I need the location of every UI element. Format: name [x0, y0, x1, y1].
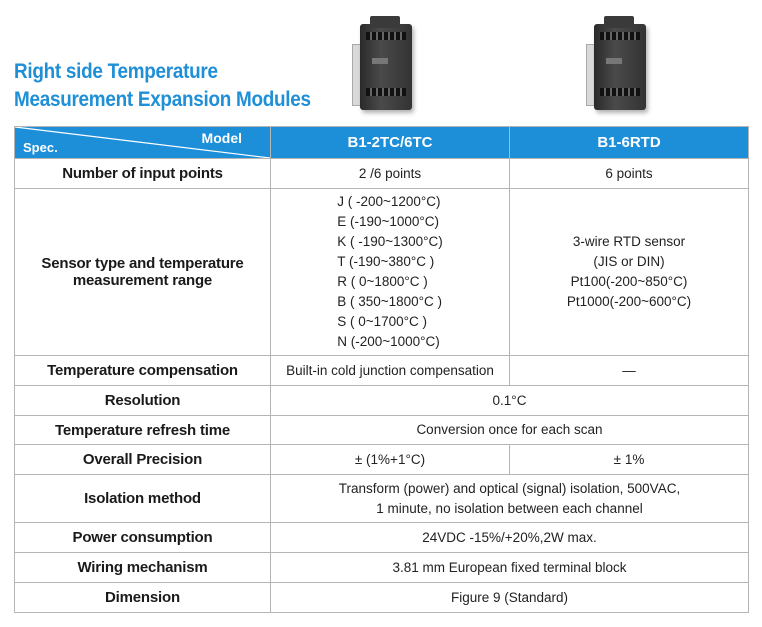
tc-range: N (-200~1000°C): [337, 334, 440, 349]
table-row: [15, 583, 749, 613]
module-image-rtd: [586, 14, 656, 114]
title-line-2: Measurement Expansion Modules: [14, 88, 311, 111]
row-label: Wiring mechanism: [15, 553, 271, 583]
rtd-line: 3-wire RTD sensor: [572, 234, 686, 249]
rtd-line: Pt100(-200~850°C): [570, 274, 688, 289]
cell-value: [271, 475, 749, 523]
model-label: Model: [201, 130, 242, 146]
row-label: Overall Precision: [15, 445, 271, 475]
row-label-line: Sensor type and temperature: [41, 255, 244, 272]
cell-value: Built-in cold junction compensation: [271, 356, 510, 386]
row-label: Temperature refresh time: [15, 416, 271, 445]
module-image-tc: [352, 14, 422, 114]
row-label: Number of input points: [15, 159, 271, 189]
tc-range: K ( -190~1300°C): [337, 234, 443, 249]
spec-label: Spec.: [23, 140, 58, 155]
cell-value: ± 1%: [510, 445, 749, 475]
tc-range: T (-190~380°C ): [337, 254, 435, 269]
table-row: [15, 523, 749, 553]
page-title: [14, 58, 311, 114]
cell-value: 3.81 mm European fixed terminal block: [271, 553, 749, 583]
rtd-line: Pt1000(-200~600°C): [566, 294, 692, 309]
cell-value: Figure 9 (Standard): [271, 583, 749, 613]
row-label: [15, 189, 271, 356]
tc-range: R ( 0~1800°C ): [337, 274, 428, 289]
table-row: [15, 189, 749, 356]
header-row: [15, 127, 749, 159]
cell-value: 0.1°C: [271, 386, 749, 416]
table-row: [15, 445, 749, 475]
thermocouple-ranges: [271, 189, 510, 356]
cell-value: 24VDC -15%/+20%,2W max.: [271, 523, 749, 553]
spec-table: [14, 126, 749, 613]
rtd-ranges: [510, 189, 749, 356]
table-row: [15, 553, 749, 583]
row-label: Dimension: [15, 583, 271, 613]
row-label: Resolution: [15, 386, 271, 416]
tc-range: S ( 0~1700°C ): [337, 314, 428, 329]
row-label: Power consumption: [15, 523, 271, 553]
table-row: [15, 475, 749, 523]
cell-value: —: [510, 356, 749, 386]
rtd-line: (JIS or DIN): [593, 254, 665, 269]
column-header-tc: B1-2TC/6TC: [271, 127, 510, 159]
spec-model-header: [15, 127, 271, 159]
tc-range: B ( 350~1800°C ): [337, 294, 443, 309]
cell-value: Conversion once for each scan: [271, 416, 749, 445]
tc-range: J ( -200~1200°C): [337, 194, 441, 209]
tc-range: E (-190~1000°C): [337, 214, 440, 229]
isolation-line: Transform (power) and optical (signal) isolation, 500VAC,: [338, 480, 681, 496]
title-line-1: Right side Temperature: [14, 60, 218, 83]
table-row: [15, 159, 749, 189]
row-label-line: measurement range: [72, 272, 213, 289]
table-row: [15, 386, 749, 416]
isolation-line: 1 minute, no isolation between each channel: [376, 500, 643, 516]
cell-value: 6 points: [510, 159, 749, 189]
cell-value: 2 /6 points: [271, 159, 510, 189]
table-row: [15, 416, 749, 445]
row-label: Temperature compensation: [15, 356, 271, 386]
column-header-rtd: B1-6RTD: [510, 127, 749, 159]
cell-value: ± (1%+1°C): [271, 445, 510, 475]
row-label: Isolation method: [15, 475, 271, 523]
table-row: [15, 356, 749, 386]
